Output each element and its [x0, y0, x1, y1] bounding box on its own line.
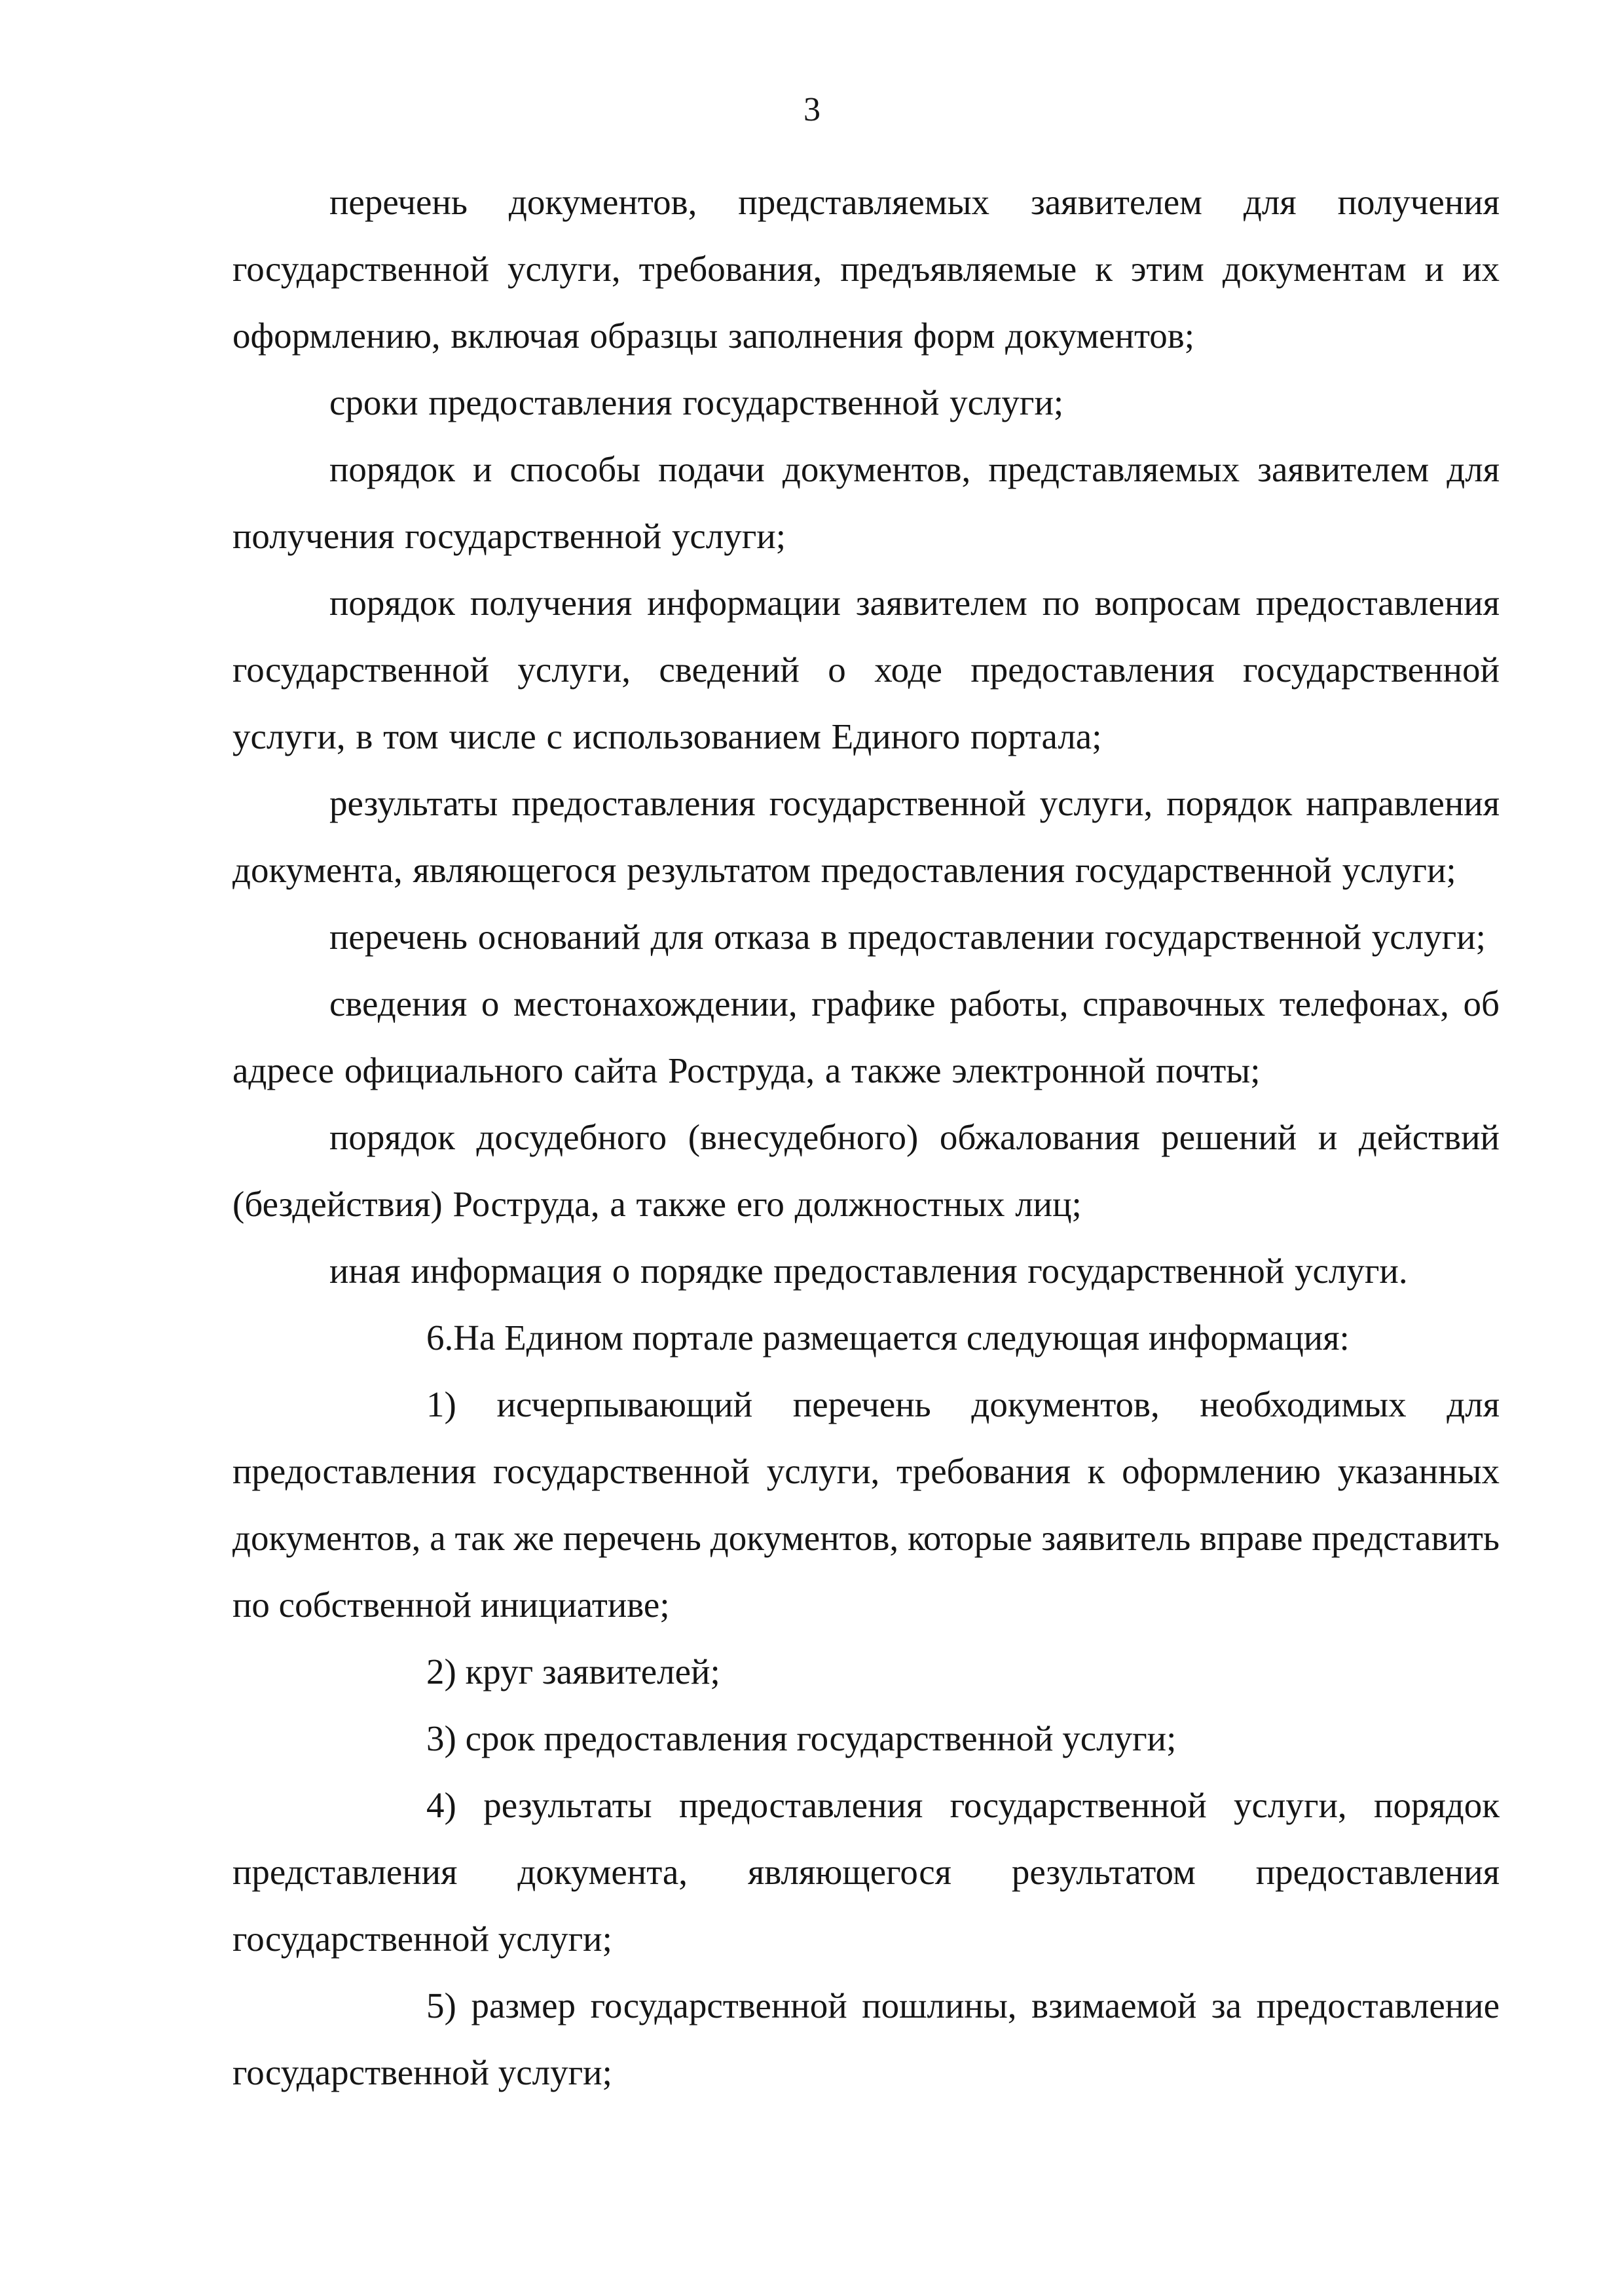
paragraph-service-terms: сроки предоставления государственной услуги; — [329, 382, 1064, 422]
list-item-text: срок предоставления государственной услуги; — [465, 1718, 1177, 1758]
list-item-text: круг заявителей; — [465, 1652, 720, 1691]
document-body — [232, 169, 1500, 2106]
section-6-text: На Едином портале размещается следующая информация: — [453, 1318, 1350, 1358]
list-item — [232, 1371, 1500, 1638]
paragraph-refusal-grounds: перечень оснований для отказа в предоставлении государственной услуги; — [329, 917, 1486, 957]
paragraph-other-information: иная информация о порядке предоставления государственной услуги. — [329, 1251, 1408, 1291]
list-item-number: 3) — [426, 1718, 456, 1758]
paragraph-contact-information: сведения о местонахождении, графике работы, справочных телефонах, об адресе официального сайта Роструда, а также электронной почты; — [232, 984, 1500, 1090]
list-item-number: 1) — [426, 1384, 456, 1424]
list-item — [232, 1638, 1500, 1705]
section-6 — [232, 1304, 1500, 1371]
list-item-text: размер государственной пошлины, взимаемой за предоставление государственной услуги; — [232, 1986, 1500, 2092]
paragraph-information-procedure: порядок получения информации заявителем по вопросам предоставления государственной услуги, сведений о ходе предоставления государственной услуги, в том числе с использованием Единого портала; — [232, 583, 1500, 756]
paragraph-appeal-procedure: порядок досудебного (внесудебного) обжалования решений и действий (бездействия) Роструда, а также его должностных лиц; — [232, 1117, 1500, 1224]
paragraph-documents-list: перечень документов, представляемых заявителем для получения государственной услуги, требования, предъявляемые к этим документам и их оформлению, включая образцы заполнения форм документов; — [232, 182, 1500, 356]
section-6-number: 6. — [426, 1318, 454, 1358]
paragraph-submission-procedure: порядок и способы подачи документов, представляемых заявителем для получения государственной услуги; — [232, 449, 1500, 556]
list-item-text: исчерпывающий перечень документов, необходимых для предоставления государственной услуги, требования к оформлению указанных документов, а так же перечень документов, которые заявитель вправе представить по собственной инициативе; — [232, 1384, 1500, 1625]
list-item-text: результаты предоставления государственной услуги, порядок представления документа, являющегося результатом предоставления государственной услуги; — [232, 1785, 1500, 1959]
paragraph-service-results: результаты предоставления государственной услуги, порядок направления документа, являющегося результатом предоставления государственной услуги; — [232, 783, 1500, 890]
list-item-number: 2) — [426, 1652, 456, 1691]
list-item — [232, 1772, 1500, 1972]
list-item — [232, 1972, 1500, 2106]
list-item-number: 5) — [426, 1986, 456, 2025]
list-item — [232, 1705, 1500, 1772]
list-item-number: 4) — [426, 1785, 456, 1825]
page-number: 3 — [803, 91, 821, 128]
